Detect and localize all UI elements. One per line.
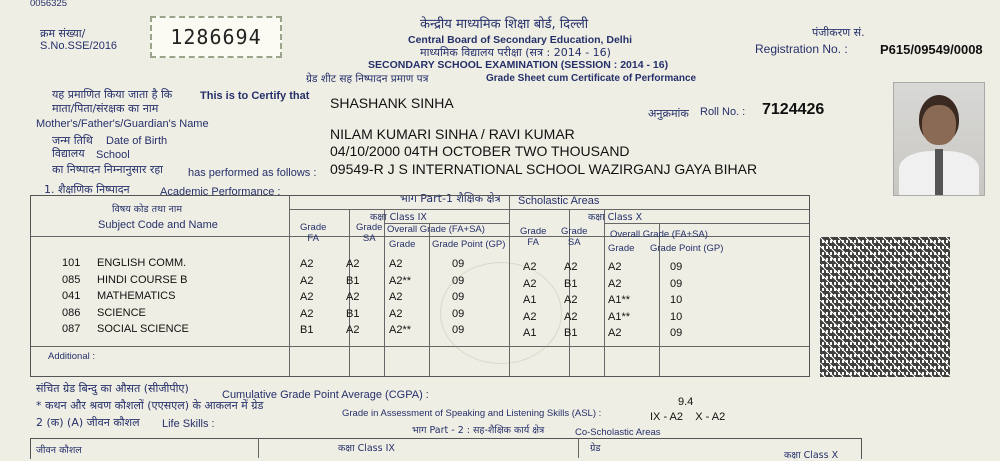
student-photo (893, 82, 985, 196)
class10-grade: A2 (608, 327, 622, 339)
class9-grade: A2** (389, 275, 412, 287)
registration-number: P615/09549/0008 (880, 42, 983, 57)
class9-grade-fa-header: Grade FA (300, 222, 327, 244)
class10-fa: A2 (523, 311, 537, 323)
class10-grade-header: Grade (608, 243, 635, 254)
life-skills-class10-header: कक्षा Class X (784, 450, 839, 461)
class9-sa: A2 (346, 291, 360, 303)
class10-grade: A1** (608, 311, 631, 323)
class9-overall-header: Overall Grade (FA+SA) (387, 224, 485, 235)
class9-gp: 09 (452, 324, 465, 336)
subject-name: SOCIAL SCIENCE (97, 323, 189, 335)
school-name: 09549-R J S INTERNATIONAL SCHOOL WAZIRGANJ GAYA BIHAR (330, 161, 758, 177)
cgpa-value: 9.4 (678, 396, 694, 408)
life-skills-label-hindi: 2 (क) (A) जीवन कौशल (36, 416, 140, 429)
class10-sa: B1 (564, 327, 578, 339)
asl-label: Grade in Assessment of Speaking and Listening Skills (ASL) : (342, 408, 602, 419)
class10-fa: A2 (523, 278, 537, 290)
part2-label: Co-Scholastic Areas (575, 427, 661, 438)
school-label: School (96, 149, 130, 161)
class10-sa: A2 (564, 261, 578, 273)
class10-grade: A2 (608, 278, 622, 290)
class9-gp: 09 (452, 275, 465, 287)
class9-gp: 09 (452, 308, 465, 320)
school-label-hindi: विद्यालय (52, 147, 85, 160)
parents-label: Mother's/Father's/Guardian's Name (36, 118, 209, 130)
class9-grade: A2 (389, 308, 403, 320)
subject-name: SCIENCE (97, 307, 146, 319)
parents-name: NILAM KUMARI SINHA / RAVI KUMAR (330, 126, 575, 142)
class9-fa: B1 (300, 324, 314, 336)
dob-label-hindi: जन्म तिथि (52, 134, 93, 147)
class9-gp: 09 (452, 291, 465, 303)
class10-header: कक्षा Class X (588, 212, 643, 223)
subject-code: 087 (62, 323, 81, 335)
top-edge-number: 0056325 (30, 0, 67, 9)
class9-grade-sa-header: Grade SA (356, 222, 383, 244)
dob-label: Date of Birth (106, 135, 168, 147)
life-skills-grade-header-hindi: ग्रेड (590, 443, 601, 454)
serial-label: S.No.SSE/2016 (40, 40, 118, 52)
additional-label: Additional : (48, 351, 96, 362)
document-title: Grade Sheet cum Certificate of Performance (486, 73, 697, 84)
class9-sa: A2 (346, 258, 360, 270)
subject-header-hindi: विषय कोड तथा नाम (112, 204, 183, 215)
subject-code: 086 (62, 307, 81, 319)
class10-gp: 09 (670, 278, 683, 290)
class10-gp-header: Grade Point (GP) (650, 243, 724, 254)
class10-fa: A1 (523, 327, 537, 339)
roll-number: 7124426 (762, 101, 825, 118)
class9-fa: A2 (300, 258, 314, 270)
class9-gp: 09 (452, 258, 465, 270)
dob-value: 04/10/2000 04TH OCTOBER TWO THOUSAND (330, 143, 630, 159)
serial-number: 1286694 (170, 25, 262, 49)
class9-gp-header: Grade Point (GP) (432, 239, 506, 250)
class10-sa: A2 (564, 311, 578, 323)
life-skills-class9-header: कक्षा Class IX (338, 443, 395, 454)
class10-fa: A2 (523, 261, 537, 273)
class9-grade: A2 (389, 291, 403, 303)
class9-header: कक्षा Class IX (370, 212, 427, 223)
class9-fa: A2 (300, 291, 314, 303)
exam-name-hindi: माध्यमिक विद्यालय परीक्षा (सत्र : 2014 - 16) (420, 46, 611, 59)
class10-gp: 10 (670, 294, 683, 306)
class10-overall-header: Overall Grade (FA+SA) (610, 229, 708, 240)
roll-label: Roll No. : (700, 106, 746, 118)
registration-label: Registration No. : (755, 42, 848, 56)
exam-name: SECONDARY SCHOOL EXAMINATION (SESSION : 2014 - 16) (368, 59, 669, 71)
asl-label-hindi: * कथन और श्रवण कौशलों (एएसएल) के आकलन में ग्रेड (36, 399, 264, 412)
roll-label-hindi: अनुक्रमांक (648, 107, 689, 120)
class10-grade-sa-header: Grade SA (561, 226, 588, 248)
class10-fa: A1 (523, 294, 537, 306)
class10-grade-fa-header: Grade FA (520, 226, 547, 248)
life-skills-divider (258, 438, 259, 458)
class10-sa: B1 (564, 278, 578, 290)
document-title-hindi: ग्रेड शीट सह निष्पादन प्रमाण पत्र (306, 73, 429, 85)
performed-text: has performed as follows : (188, 167, 317, 179)
subject-header: Subject Code and Name (98, 219, 218, 231)
certify-text-hindi: यह प्रमाणित किया जाता है कि (52, 88, 173, 101)
subject-name: MATHEMATICS (97, 290, 176, 302)
subject-code: 085 (62, 274, 81, 286)
part1-label-hindi: भाग Part-1 शैक्षिक क्षेत्र (400, 192, 501, 205)
class9-grade: A2 (389, 258, 403, 270)
parents-label-hindi: माता/पिता/संरक्षक का नाम (52, 102, 159, 115)
board-name-hindi: केन्द्रीय माध्यमिक शिक्षा बोर्ड, दिल्ली (420, 17, 589, 32)
certify-text: This is to Certify that (200, 90, 310, 102)
class10-gp: 09 (670, 327, 683, 339)
class10-gp: 09 (670, 261, 683, 273)
asl-value: IX - A2 X - A2 (650, 411, 726, 423)
student-name: SHASHANK SINHA (330, 95, 454, 111)
class9-sa: B1 (346, 275, 360, 287)
part2-label-hindi: भाग Part - 2 : सह-शैक्षिक कार्य क्षेत्र (412, 425, 545, 436)
board-name: Central Board of Secondary Education, Delhi (408, 34, 633, 46)
qr-code-overlay (820, 237, 950, 377)
life-skills-column-hindi: जीवन कौशल (36, 445, 82, 456)
watermark-seal (440, 262, 562, 364)
subject-code: 041 (62, 290, 81, 302)
academic-heading-hindi: 1. शैक्षणिक निष्पादन (44, 183, 130, 196)
life-skills-label: Life Skills : (162, 418, 215, 430)
class10-grade: A2 (608, 261, 622, 273)
class9-sa: A2 (346, 324, 360, 336)
class10-gp: 10 (670, 311, 683, 323)
life-skills-divider (578, 438, 579, 458)
serial-label-hindi: क्रम संख्या/ (40, 27, 86, 40)
class9-grade: A2** (389, 324, 412, 336)
subject-name: HINDI COURSE B (97, 274, 188, 286)
serial-number-box (150, 16, 282, 58)
class10-sa: A2 (564, 294, 578, 306)
class9-grade-header: Grade (389, 239, 416, 250)
cgpa-label: Cumulative Grade Point Average (CGPA) : (222, 389, 429, 401)
class9-fa: A2 (300, 308, 314, 320)
cgpa-label-hindi: संचित ग्रेड बिन्दु का औसत (सीजीपीए) (36, 382, 189, 395)
class9-fa: A2 (300, 275, 314, 287)
part1-label: Scholastic Areas (518, 195, 600, 207)
subject-code: 101 (62, 257, 81, 269)
academic-heading: Academic Performance : (160, 186, 281, 198)
class10-grade: A1** (608, 294, 631, 306)
performed-text-hindi: का निष्पादन निम्नानुसार रहा (52, 163, 164, 176)
registration-label-hindi: पंजीकरण सं. (812, 26, 865, 39)
class9-sa: B1 (346, 308, 360, 320)
subject-name: ENGLISH COMM. (97, 257, 187, 269)
